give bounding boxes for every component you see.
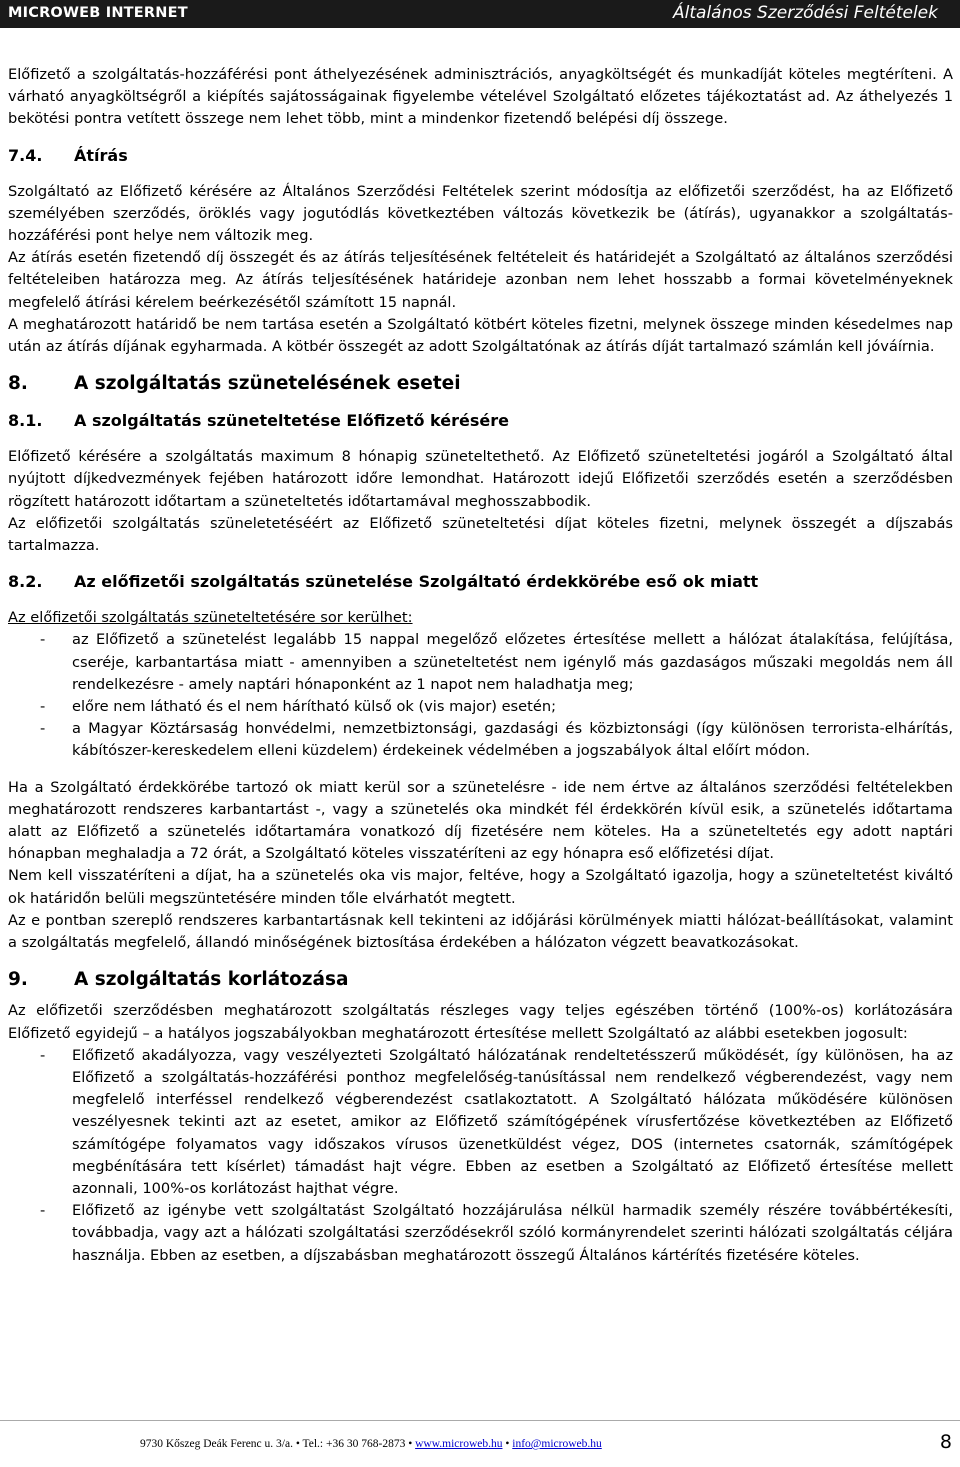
paragraph: Az e pontban szereplő rendszeres karbantartásnak kell tekinteni az időjárási körülmények miatti hálózat-beállításokat, valamint a szolgáltatás megfelelő, állandó minőségének biztosítása érdekében a hálózaton végzett beavatkozásokat.: [8, 911, 953, 952]
section-number: 7.4.: [8, 145, 43, 165]
section-title: A szolgáltatás szüneteltetése Előfizető kérésére: [74, 411, 509, 431]
list-lead: Az előfizetői szolgáltatás szüneteltetésére sor kerülhet:: [8, 609, 413, 627]
section-9-heading: [8, 968, 953, 992]
paragraph: Az előfizetői szerződésben meghatározott szolgáltatás részleges vagy teljes egészében történő (100%-os) korlátozására Előfizető egyidejű – a hatályos jogszabályokban meghatározott értesítése mellett Szolgáltató az alábbi esetekben jogosult:: [8, 1002, 953, 1042]
paragraph: A meghatározott határidő be nem tartása esetén a Szolgáltató kötbért köteles fizetni, melynek összege minden késedelmes nap után az átírás díjának egyharmada. A kötbér összegét az adott Szolgáltatónak az átírás díját tartalmazó számlán kell jóváírnia.: [8, 315, 953, 356]
section-8-1-heading: [8, 410, 953, 432]
section-title: Az előfizetői szolgáltatás szünetelése Szolgáltató érdekkörébe eső ok miatt: [74, 572, 759, 592]
section-number: 8.1.: [8, 411, 43, 431]
intro-paragraph: Előfizető a szolgáltatás-hozzáférési pont áthelyezésének adminisztrációs, anyagköltségét és munkadíját köteles megtéríteni. A várható anyagköltségről a kiépítés sajátosságainak figyelembe vételével Szolgáltató előzetes tájékoztatást ad. Az áthelyezés 1 bekötési pontra vetített összege nem lehet több, mint a mindenkor fizetendő belépési díj összege.: [8, 66, 953, 128]
dash-list: [8, 629, 953, 762]
section-8-2-heading: [8, 571, 953, 593]
page-number: 8: [939, 1431, 952, 1453]
section-title: A szolgáltatás szünetelésének esetei: [74, 373, 461, 395]
paragraph: Ha a Szolgáltató érdekkörébe tartozó ok miatt kerül sor a szünetelésre - ide nem értve az általános szerződési feltételekben meghatározott rendszeres karbantartást -, vagy a szünetelés oka mindkét fél érdekkörén kívül esik, a szünetelés időtartama alatt az Előfizető a szünetelés időtartamára vonatkozó díj fizetésére nem köteles. Ha a szüneteltetés egy adott naptári hónapban meghaladja a 72 órát, a Szolgáltató köteles visszatéríteni az egy hónapra eső előfizetési díjat.: [8, 778, 953, 863]
footer-address: 9730 Kőszeg Deák Ferenc u. 3/a. • Tel.: +36 30 768-2873 •: [140, 1438, 416, 1450]
email-link[interactable]: info@microweb.hu: [512, 1438, 602, 1450]
paragraph: Nem kell visszatéríteni a díjat, ha a szünetelés oka vis major, feltéve, hogy a Szolgáltató igazolja, hogy a szüneteltetést kiváltó ok határidőn belüli megszüntetésére minden tőle elvárhatót megtett.: [8, 867, 953, 907]
document-title: Általános Szerződési Feltételek: [673, 3, 938, 23]
website-link[interactable]: www.microweb.hu: [415, 1438, 503, 1450]
paragraph: Előfizető kérésére a szolgáltatás maximum 8 hónapig szüneteltethető. Az Előfizető szüneteltetési jogáról a Szolgáltató által nyújtott díjkedvezmények fejében határozott időre lemondhat. Határozott idejű Előfizetői szerződés esetén a szerződésben rögzített határozott időtartam a szüneteltetés időtartamával meghosszabbodik.: [8, 448, 953, 510]
list-item: - a Magyar Köztársaság honvédelmi, nemzetbiztonsági, gazdasági és közbiztonsági (így különösen terrorista-elhárítás, kábítószer-kereskedelem elleni küzdelem) érdekeinek védelmében a jogszabályok által előírt módon.: [8, 718, 953, 762]
list-item: - az Előfizető a szünetelést legalább 15 nappal megelőző előzetes értesítése mellett a hálózat átalakítása, felújítása, cseréje, karbantartása miatt - amennyiben a szüneteltetést nem igénylő más gazdaságos műszaki megoldás nem áll rendelkezésre - amely naptári hónaponként az 1 napot nem haladhatja meg;: [8, 629, 953, 696]
paragraph: Szolgáltató az Előfizető kérésére az Általános Szerződési Feltételek szerint módosítja az előfizetői szerződést, ha az Előfizető személyében szerződés, öröklés vagy jogutódlás következtében változás következik be (átírás), ugyanakkor a szolgáltatás-hozzáférési pont helye nem változik meg.: [8, 182, 953, 245]
document-body: [8, 64, 953, 1267]
paragraph: Az átírás esetén fizetendő díj összegét és az átírás teljesítésének feltételeit és határidejét a Szolgáltató az általános szerződési feltételeiben határozza meg. Az átírás teljesítésének határideje azonban nem lehet hosszabb a formai követelményeknek megfelelő átírási kérelem beérkezésétől számított 15 napnál.: [8, 249, 953, 311]
section-title: A szolgáltatás korlátozása: [74, 969, 349, 991]
paragraph: Az előfizetői szolgáltatás szüneletetéséért az Előfizető szüneteltetési díjat köteles fizetni, melynek összegét a díjszabás tartalmazza.: [8, 514, 953, 555]
page-header: [0, 0, 960, 28]
section-7-4-heading: [8, 145, 953, 167]
section-number: 8.: [8, 373, 28, 395]
footer-separator: •: [502, 1438, 513, 1450]
footer-contact: [140, 1438, 602, 1450]
list-item: - Előfizető akadályozza, vagy veszélyezteti Szolgáltató hálózatának rendeltetésszerű működését, így különösen, ha az Előfizető a szolgáltatás-hozzáférési ponthoz megfelelőség-tanúsítással nem rendelkező végberendezést, vagy nem megfelelő interféssel rendelkező végberendezést csatlakoztatott. A Szolgáltató hálózata működésére különösen veszélyesnek tekinti azt az esetet, amikor az Előfizető számítógépének vírusfertőzése következtében az Előfizető számítógépe folyamatos vagy időszakos vírusos üzenetküldést végez, DOS (internetes csatornák, számítógépek megbénítására tett kísérlet) támadást hajt végre. Ebben az esetben a Szolgáltató az Előfizető értesítése mellett azonnali, 100%-os korlátozást hajthat végre.: [8, 1045, 953, 1200]
section-title: Átírás: [74, 145, 128, 165]
section-number: 8.2.: [8, 572, 43, 592]
list-item: - előre nem látható és el nem hárítható külső ok (vis major) esetén;: [8, 696, 953, 718]
section-8-heading: [8, 372, 953, 396]
company-name: MICROWEB INTERNET: [8, 5, 188, 21]
list-item: - Előfizető az igénybe vett szolgáltatást Szolgáltató hozzájárulása nélkül harmadik személy részére továbbértékesíti, továbbadja, vagy azt a hálózati szolgáltatási szerződésekről szóló kormányrendelet szerinti hálózati szolgáltatás céljára használja. Ebben az esetben, a díjszabásban meghatározott összegű Általános kártérítés fizetésére köteles.: [8, 1200, 953, 1267]
dash-list: [8, 1045, 953, 1267]
page-footer: [0, 1420, 960, 1467]
section-number: 9.: [8, 969, 28, 991]
